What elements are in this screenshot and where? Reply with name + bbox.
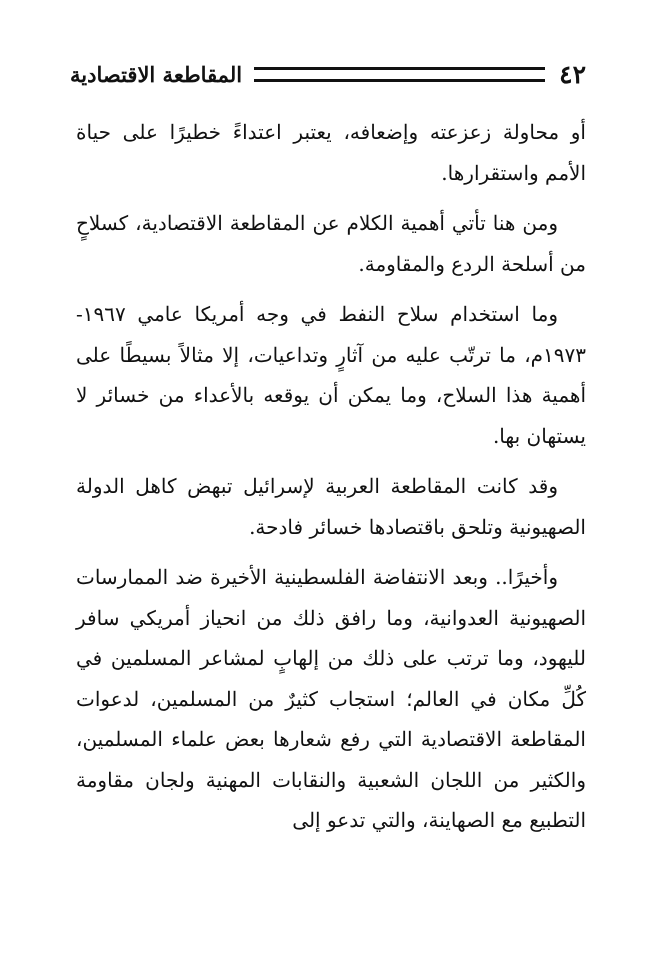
page-number: ٤٢: [559, 59, 586, 89]
paragraph-4: وقد كانت المقاطعة العربية لإسرائيل تبهض كاهل الدولة الصهيونية وتلحق باقتصادها خسائر فادحة.: [76, 474, 586, 539]
page-header: [70, 52, 586, 96]
body-text: [76, 112, 586, 851]
paragraph-2: ومن هنا تأتي أهمية الكلام عن المقاطعة الاقتصادية، كسلاحٍ من أسلحة الردع والمقاومة.: [76, 211, 586, 276]
paragraph-3: وما استخدام سلاح النفط في وجه أمريكا عامي ١٩٦٧- ١٩٧٣م، ما ترتّب عليه من آثارٍ وتداعيات، إلا مثالاً بسيطًا على أهمية هذا السلاح، وما يمكن أن يوقعه بالأعداء من خسائر لا يستهان بها.: [76, 302, 586, 448]
header-double-rule: [254, 67, 545, 82]
paragraph-5: وأخيرًا.. وبعد الانتفاضة الفلسطينية الأخيرة ضد الممارسات الصهيونية العدوانية، وما رافق ذلك من انحياز أمريكي سافر لليهود، وما ترتب على ذلك من إلهابٍ لمشاعر المسلمين في كُلِّ مكان في العالم؛ استجاب كثيرٌ من المسلمين، لدعوات المقاطعة الاقتصادية التي رفع شعارها بعض علماء المسلمين، والكثير من اللجان الشعبية والنقابات المهنية ولجان مقاومة التطبيع مع الصهاينة، والتي تدعو إلى: [76, 565, 586, 832]
running-title: المقاطعة الاقتصادية: [70, 61, 243, 87]
paragraph-1: أو محاولة زعزعته وإضعافه، يعتبر اعتداءً خطيرًا على حياة الأمم واستقرارها.: [76, 120, 586, 185]
